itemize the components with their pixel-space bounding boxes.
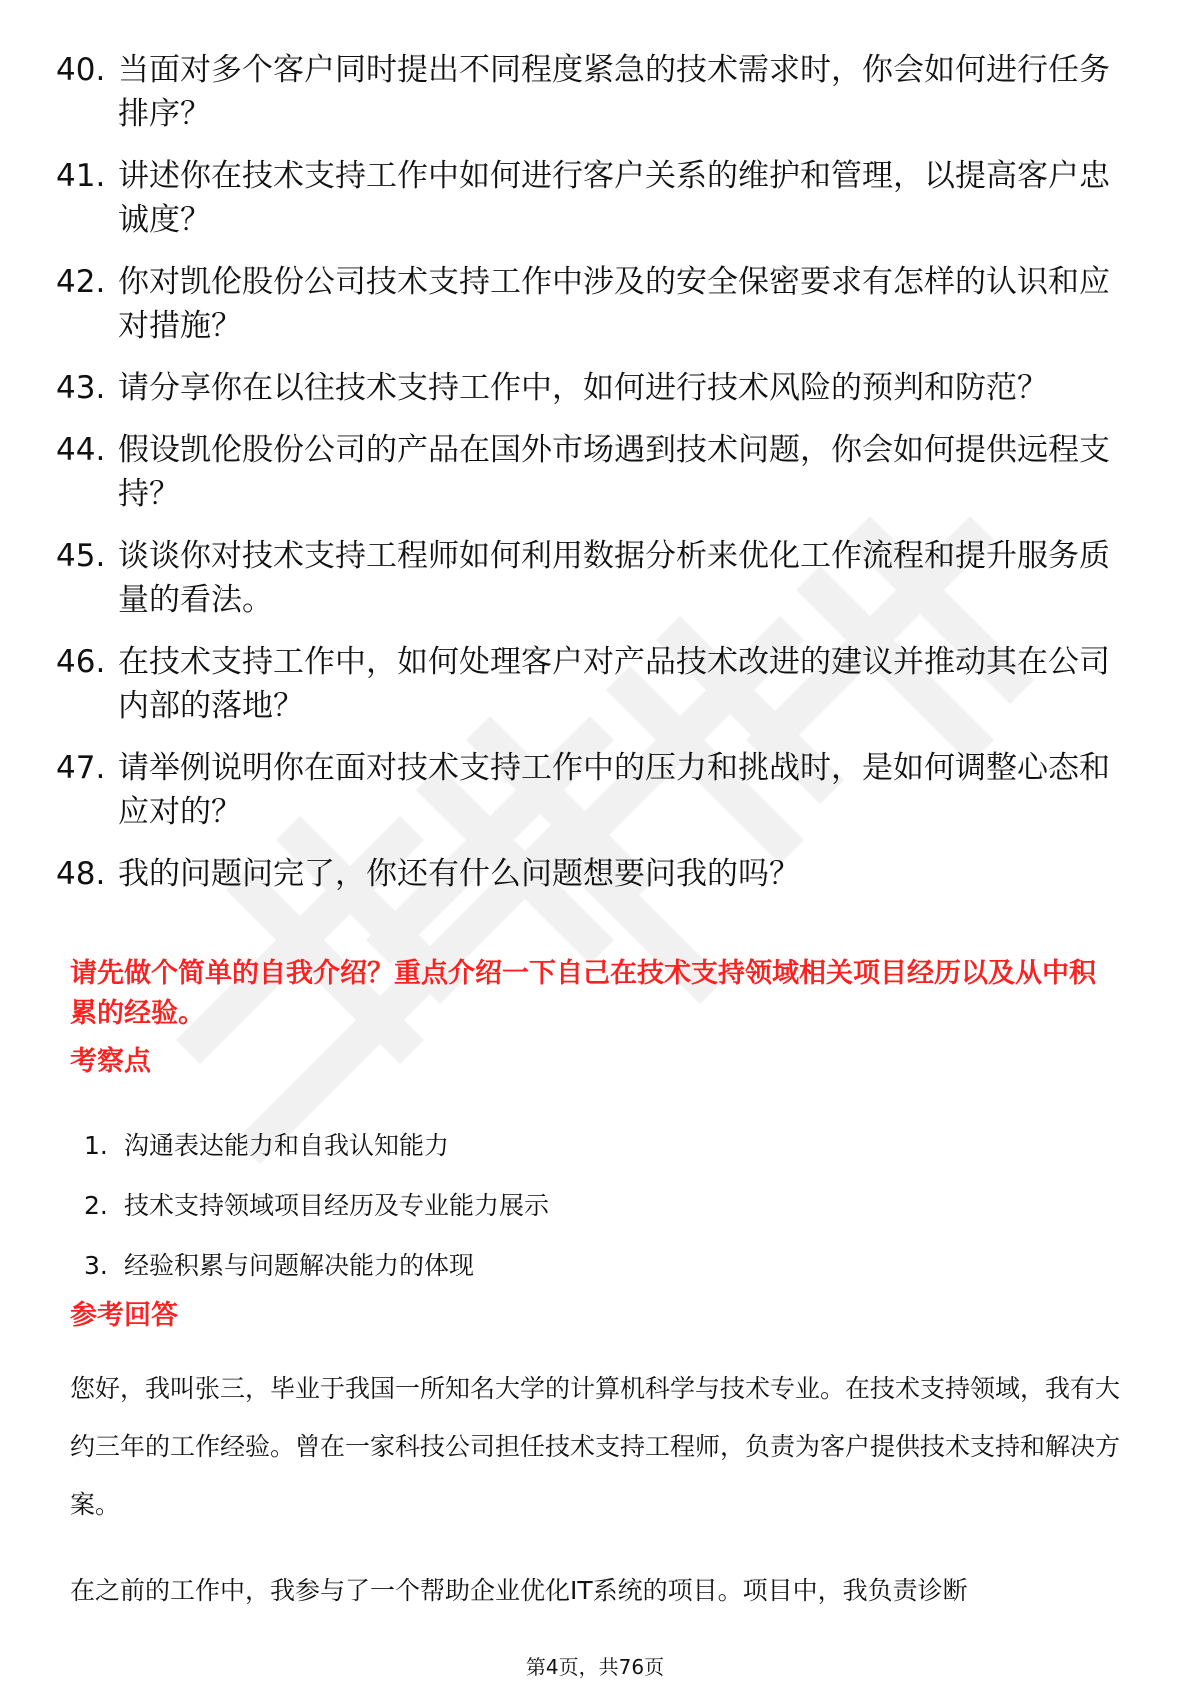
featured-question: 请先做个简单的自我介绍？重点介绍一下自己在技术支持领域相关项目经历以及从中积累的经验。 bbox=[70, 958, 1096, 1029]
point-text: 沟通表达能力和自我认知能力 bbox=[124, 1131, 450, 1160]
question-item bbox=[56, 260, 1116, 348]
question-number: 46. bbox=[56, 644, 106, 680]
question-item bbox=[56, 640, 1116, 728]
point-number: 2. bbox=[84, 1191, 108, 1220]
question-item bbox=[56, 852, 1116, 896]
question-text: 谈谈你对技术支持工程师如何利用数据分析来优化工作流程和提升服务质量的看法。 bbox=[118, 538, 1110, 618]
page-footer: 第4页，共76页 bbox=[525, 1655, 665, 1679]
assessment-label: 考察点 bbox=[70, 1046, 151, 1077]
answer-paragraph: 在之前的工作中，我参与了一个帮助企业优化IT系统的项目。项目中，我负责诊断 bbox=[70, 1576, 968, 1605]
question-number: 42. bbox=[56, 264, 106, 300]
list-item bbox=[84, 1248, 984, 1284]
question-number: 44. bbox=[56, 432, 106, 468]
question-text: 你对凯伦股份公司技术支持工作中涉及的安全保密要求有怎样的认识和应对措施？ bbox=[118, 264, 1110, 344]
question-item bbox=[56, 534, 1116, 622]
assessment-points-list bbox=[84, 1128, 984, 1308]
question-text: 请举例说明你在面对技术支持工作中的压力和挑战时，是如何调整心态和应对的？ bbox=[118, 750, 1110, 830]
answer-paragraph: 您好，我叫张三，毕业于我国一所知名大学的计算机科学与技术专业。在技术支持领域，我有大约三年的工作经验。曾在一家科技公司担任技术支持工程师，负责为客户提供技术支持和解决方案。 bbox=[70, 1374, 1121, 1519]
question-number: 48. bbox=[56, 856, 106, 892]
question-item bbox=[56, 366, 1116, 410]
question-text: 在技术支持工作中，如何处理客户对产品技术改进的建议并推动其在公司内部的落地？ bbox=[118, 644, 1110, 724]
question-list bbox=[56, 48, 1116, 914]
list-item bbox=[84, 1188, 984, 1224]
question-number: 41. bbox=[56, 158, 106, 194]
question-item bbox=[56, 428, 1116, 516]
question-item bbox=[56, 48, 1116, 136]
question-text: 当面对多个客户同时提出不同程度紧急的技术需求时，你会如何进行任务排序？ bbox=[118, 52, 1110, 132]
question-item bbox=[56, 746, 1116, 834]
question-text: 讲述你在技术支持工作中如何进行客户关系的维护和管理，以提高客户忠诚度？ bbox=[118, 158, 1110, 238]
question-number: 47. bbox=[56, 750, 106, 786]
list-item bbox=[84, 1128, 984, 1164]
point-text: 技术支持领域项目经历及专业能力展示 bbox=[124, 1191, 550, 1220]
question-text: 我的问题问完了，你还有什么问题想要问我的吗？ bbox=[118, 856, 800, 892]
question-number: 40. bbox=[56, 52, 106, 88]
point-number: 3. bbox=[84, 1251, 108, 1280]
point-number: 1. bbox=[84, 1131, 108, 1160]
point-text: 经验积累与问题解决能力的体现 bbox=[124, 1251, 475, 1280]
question-number: 45. bbox=[56, 538, 106, 574]
question-item bbox=[56, 154, 1116, 242]
question-number: 43. bbox=[56, 370, 106, 406]
question-text: 请分享你在以往技术支持工作中，如何进行技术风险的预判和防范？ bbox=[118, 370, 1048, 406]
reference-label: 参考回答 bbox=[70, 1300, 178, 1331]
question-text: 假设凯伦股份公司的产品在国外市场遇到技术问题，你会如何提供远程支持？ bbox=[118, 432, 1110, 512]
